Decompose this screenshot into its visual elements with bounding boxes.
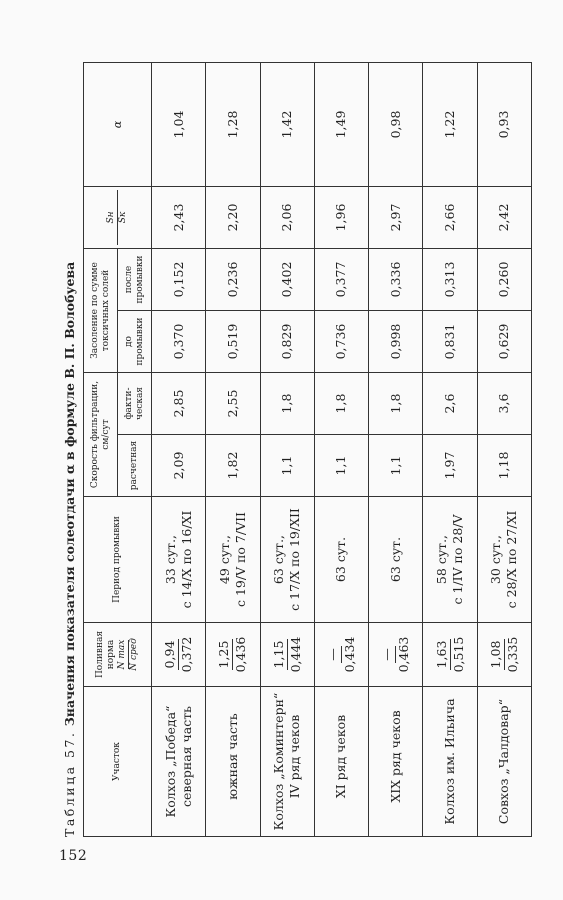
cell-norm	[260, 623, 314, 687]
norm-top: 1,15	[270, 640, 286, 669]
table-row	[152, 62, 206, 836]
cell-salinity-after: 0,260	[477, 248, 531, 310]
cell-site	[206, 687, 260, 837]
table-row	[477, 62, 531, 836]
cell-site	[423, 687, 477, 837]
header-period: Период промывки	[84, 497, 152, 623]
cell-filtration-calc: 2,09	[152, 435, 206, 497]
norm-top: —	[379, 648, 395, 661]
cell-salinity-before: 0,829	[260, 311, 314, 373]
caption-text: Значения показателя солеотдачи α в формуле В. П. Волобуева	[62, 261, 77, 727]
cell-filtration-calc: 1,82	[206, 435, 260, 497]
cell-filtration-actual: 2,85	[152, 373, 206, 435]
table-caption	[62, 63, 78, 837]
cell-norm	[477, 623, 531, 687]
cell-filtration-calc: 1,1	[369, 435, 423, 497]
site-line2: IV ряд чеков	[287, 714, 303, 799]
cell-salinity-after: 0,152	[152, 248, 206, 310]
cell-ratio: 2,42	[477, 186, 531, 248]
period-line2: с 14/X по 16/XI	[178, 510, 194, 609]
norm-bottom: 0,372	[179, 636, 195, 673]
cell-salinity-before: 0,736	[314, 311, 368, 373]
norm-bottom: 0,335	[504, 636, 520, 673]
period-line1: 58 сут.,	[434, 534, 450, 585]
header-ratio-top: Sн	[106, 190, 118, 245]
cell-site	[152, 687, 206, 837]
header-filtration-calc: расчетная	[118, 435, 152, 497]
cell-filtration-actual: 2,6	[423, 373, 477, 435]
table-row	[423, 62, 477, 836]
site-line2: XIX ряд чеков	[387, 710, 403, 803]
cell-salinity-after: 0,336	[369, 248, 423, 310]
cell-site	[369, 687, 423, 837]
cell-period	[477, 497, 531, 623]
site-line1: Колхоз „Победа“	[162, 705, 178, 818]
cell-salinity-before: 0,629	[477, 311, 531, 373]
cell-ratio: 2,66	[423, 186, 477, 248]
cell-period	[206, 497, 260, 623]
cell-period	[369, 497, 423, 623]
norm-bottom: 0,434	[341, 636, 357, 673]
cell-period	[314, 497, 368, 623]
header-ratio	[84, 186, 152, 248]
table-body	[152, 62, 532, 836]
site-line1: Совхоз „Чалдовар“	[496, 698, 512, 825]
header-norm-frac-top: N max	[117, 639, 127, 670]
cell-alpha: 1,49	[314, 62, 368, 186]
cell-salinity-after: 0,377	[314, 248, 368, 310]
cell-salinity-after: 0,236	[206, 248, 260, 310]
cell-site	[477, 687, 531, 837]
norm-top: 1,25	[216, 640, 232, 669]
cell-alpha: 1,28	[206, 62, 260, 186]
site-line2: XI ряд чеков	[333, 714, 349, 799]
cell-filtration-actual: 1,8	[260, 373, 314, 435]
cell-ratio: 2,20	[206, 186, 260, 248]
norm-bottom: 0,444	[287, 636, 303, 673]
site-line2: северная часть	[178, 706, 194, 807]
cell-filtration-calc: 1,1	[260, 435, 314, 497]
period-line1: 30 сут.,	[488, 534, 504, 585]
period-line1: 63 сут.,	[271, 534, 287, 585]
cell-period	[423, 497, 477, 623]
cell-alpha: 1,04	[152, 62, 206, 186]
period-line1: 63 сут.	[387, 536, 403, 583]
cell-ratio: 1,96	[314, 186, 368, 248]
cell-norm	[206, 623, 260, 687]
cell-salinity-before: 0,370	[152, 311, 206, 373]
cell-filtration-calc: 1,1	[314, 435, 368, 497]
site-line1: Колхоз им. Ильича	[442, 698, 458, 825]
cell-alpha: 0,98	[369, 62, 423, 186]
cell-ratio: 2,97	[369, 186, 423, 248]
cell-alpha: 0,93	[477, 62, 531, 186]
header-norm-line1: Поливная	[95, 630, 105, 679]
cell-filtration-calc: 1,18	[477, 435, 531, 497]
cell-ratio: 2,43	[152, 186, 206, 248]
table-row	[314, 62, 368, 836]
header-ratio-bottom: Sк	[118, 211, 128, 224]
page-number: 152	[59, 848, 88, 864]
cell-norm	[152, 623, 206, 687]
norm-bottom: 0,515	[450, 636, 466, 673]
norm-top: —	[324, 648, 340, 661]
data-table	[83, 62, 532, 837]
norm-bottom: 0,436	[233, 636, 249, 673]
header-norm-line2: норма	[106, 639, 116, 670]
cell-salinity-after: 0,313	[423, 248, 477, 310]
cell-filtration-actual: 1,8	[369, 373, 423, 435]
norm-top: 0,94	[162, 640, 178, 669]
period-line2: с 28/X по 27/XI	[504, 510, 520, 609]
period-line1: 33 сут.,	[162, 534, 178, 585]
period-line1: 49 сут.,	[216, 534, 232, 585]
cell-filtration-actual: 1,8	[314, 373, 368, 435]
cell-period	[260, 497, 314, 623]
header-filtration-actual: факти-ческая	[118, 373, 152, 435]
norm-top: 1,08	[487, 640, 503, 669]
site-line2: южная часть	[224, 713, 240, 800]
header-salinity-after: после промывки	[118, 248, 152, 310]
header-alpha: α	[84, 62, 152, 186]
header-salinity: Засоление по сумме токсичных солей	[84, 248, 118, 372]
site-line1: Колхоз „Коминтерн“	[271, 692, 287, 831]
cell-filtration-calc: 1,97	[423, 435, 477, 497]
header-site: Участок	[84, 687, 152, 837]
cell-norm	[369, 623, 423, 687]
period-line2: с 19/V по 7/VII	[232, 512, 248, 607]
header-salinity-before: до промывки	[118, 311, 152, 373]
cell-norm	[314, 623, 368, 687]
cell-salinity-before: 0,998	[369, 311, 423, 373]
table-row	[260, 62, 314, 836]
caption-label: Таблица 57.	[62, 730, 77, 837]
cell-period	[152, 497, 206, 623]
cell-alpha: 1,22	[423, 62, 477, 186]
cell-filtration-actual: 2,55	[206, 373, 260, 435]
header-norm	[84, 623, 152, 687]
header-norm-frac-bottom: N сред	[129, 638, 139, 671]
period-line2: с 1/IV по 28/V	[450, 514, 466, 605]
rotated-table-block	[62, 63, 532, 837]
header-filtration: Скорость фильтрации, см/сут	[84, 373, 118, 497]
norm-top: 1,63	[433, 640, 449, 669]
cell-site	[314, 687, 368, 837]
cell-salinity-after: 0,402	[260, 248, 314, 310]
table-row	[369, 62, 423, 836]
cell-site	[260, 687, 314, 837]
period-line1: 63 сут.	[333, 536, 349, 583]
cell-salinity-before: 0,831	[423, 311, 477, 373]
table-row	[206, 62, 260, 836]
cell-ratio: 2,06	[260, 186, 314, 248]
norm-bottom: 0,463	[396, 636, 412, 673]
cell-norm	[423, 623, 477, 687]
period-line2: с 17/X по 19/XII	[287, 508, 303, 611]
cell-alpha: 1,42	[260, 62, 314, 186]
cell-salinity-before: 0,519	[206, 311, 260, 373]
cell-filtration-actual: 3,6	[477, 373, 531, 435]
